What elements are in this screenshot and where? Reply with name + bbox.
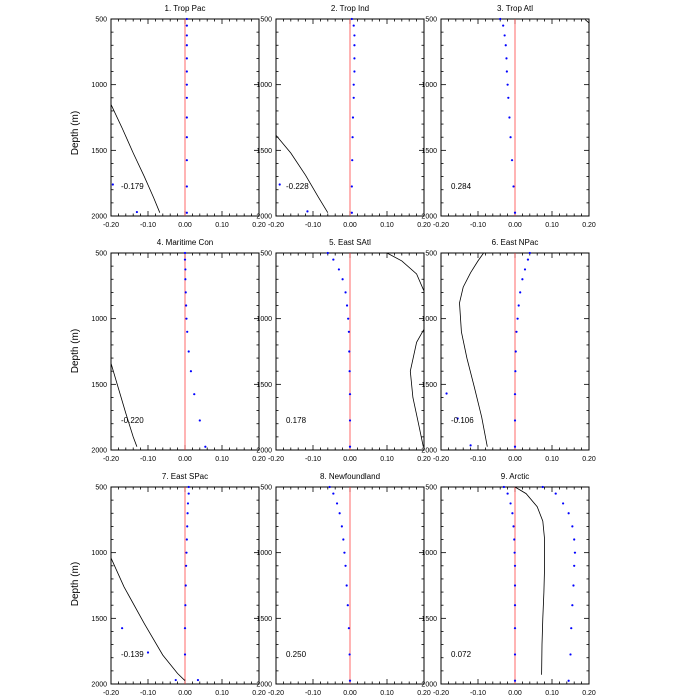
data-point (573, 538, 575, 540)
data-point (507, 84, 509, 86)
x-tick-label: 0.00 (508, 456, 522, 463)
data-point (348, 627, 350, 629)
data-point (512, 525, 514, 527)
y-tick-label: 500 (425, 16, 437, 24)
data-point (332, 492, 334, 494)
y-tick-label: 1000 (256, 82, 272, 90)
data-point (136, 211, 138, 213)
data-point (186, 136, 188, 138)
data-point (186, 212, 188, 214)
data-point (516, 318, 518, 320)
data-point (186, 70, 188, 72)
data-point (184, 268, 186, 270)
x-tick-label: 0.10 (380, 222, 394, 229)
data-point (351, 185, 353, 187)
data-point (184, 278, 186, 280)
x-tick-label: 0.00 (508, 690, 522, 697)
panel-annotation: 0.250 (286, 650, 307, 659)
data-point (570, 627, 572, 629)
data-point (514, 370, 516, 372)
data-point (514, 552, 516, 554)
y-axis-label-row-1: Depth (m) (70, 110, 81, 156)
data-point (519, 291, 521, 293)
data-point (348, 331, 350, 333)
data-point (186, 331, 188, 333)
x-tick-label: -0.20 (103, 690, 119, 697)
data-point (514, 653, 516, 655)
x-tick-label: 0.20 (417, 222, 431, 229)
x-tick-label: -0.10 (305, 456, 321, 463)
y-tick-label: 500 (95, 484, 107, 492)
data-point (186, 34, 188, 36)
x-tick-label: 0.00 (508, 222, 522, 229)
x-tick-label: 0.20 (582, 690, 596, 697)
data-point (343, 552, 345, 554)
panel-annotation: -0.228 (286, 182, 309, 191)
data-point (327, 252, 329, 254)
profile-curve (276, 135, 328, 213)
panel-title: 5. East SAtl (329, 238, 371, 247)
data-point (351, 159, 353, 161)
x-tick-label: -0.20 (268, 690, 284, 697)
data-point (524, 268, 526, 270)
y-tick-label: 2000 (256, 213, 272, 221)
data-point (186, 97, 188, 99)
x-tick-label: -0.10 (305, 690, 321, 697)
data-point (186, 525, 188, 527)
x-tick-label: -0.10 (305, 222, 321, 229)
data-point (515, 331, 517, 333)
data-point (542, 486, 544, 488)
panel-9 (421, 472, 595, 697)
data-point (514, 212, 516, 214)
y-axis-label-row-2: Depth (m) (70, 328, 81, 374)
data-point (347, 604, 349, 606)
panel-annotation: 0.178 (286, 416, 307, 425)
data-point (186, 185, 188, 187)
data-point (339, 512, 341, 514)
panel-annotation: -0.179 (121, 182, 144, 191)
profile-curve (111, 558, 185, 681)
x-tick-label: -0.20 (268, 222, 284, 229)
data-point (332, 258, 334, 260)
x-tick-label: -0.10 (470, 456, 486, 463)
data-point (186, 44, 188, 46)
data-point (518, 304, 520, 306)
data-point (514, 584, 516, 586)
y-tick-label: 500 (260, 250, 272, 258)
data-point (514, 680, 516, 682)
data-point (346, 584, 348, 586)
data-point (186, 18, 188, 20)
panel-title: 7. East SPac (161, 472, 209, 481)
x-tick-label: -0.10 (140, 222, 156, 229)
data-point (351, 136, 353, 138)
panel-3 (421, 4, 595, 229)
data-point (186, 538, 188, 540)
data-point (197, 679, 199, 681)
y-tick-label: 1000 (256, 550, 272, 558)
data-point (338, 268, 340, 270)
x-tick-label: -0.20 (103, 456, 119, 463)
y-tick-label: 1000 (91, 82, 107, 90)
data-point (341, 525, 343, 527)
x-tick-label: 0.20 (582, 222, 596, 229)
y-tick-label: 1000 (91, 550, 107, 558)
data-point (470, 444, 472, 446)
data-point (505, 44, 507, 46)
y-tick-label: 1500 (91, 615, 107, 623)
y-tick-label: 2000 (91, 681, 107, 689)
data-point (186, 57, 188, 59)
data-point (573, 565, 575, 567)
y-tick-label: 1000 (91, 316, 107, 324)
x-tick-label: 0.10 (215, 456, 229, 463)
y-tick-label: 2000 (256, 447, 272, 455)
y-tick-label: 1000 (256, 316, 272, 324)
data-point (185, 565, 187, 567)
panel-title: 4. Maritime Con (156, 238, 214, 247)
data-point (529, 252, 531, 254)
data-point (572, 584, 574, 586)
data-point (346, 304, 348, 306)
data-point (175, 679, 177, 681)
panel-title: 9. Arctic (500, 472, 530, 481)
y-tick-label: 1000 (421, 316, 437, 324)
x-tick-label: -0.20 (433, 690, 449, 697)
x-tick-label: 0.20 (582, 456, 596, 463)
data-point (513, 538, 515, 540)
panel-annotation: -0.106 (451, 416, 474, 425)
data-point (342, 278, 344, 280)
y-tick-label: 2000 (421, 447, 437, 455)
data-point (503, 486, 505, 488)
data-point (184, 604, 186, 606)
data-point (342, 538, 344, 540)
x-tick-label: -0.20 (433, 456, 449, 463)
x-tick-label: 0.20 (252, 690, 266, 697)
data-point (515, 350, 517, 352)
y-tick-label: 500 (95, 250, 107, 258)
data-point (199, 419, 201, 421)
data-point (329, 486, 331, 488)
x-tick-label: 0.10 (545, 690, 559, 697)
data-point (569, 653, 571, 655)
y-tick-label: 2000 (421, 681, 437, 689)
data-point (344, 291, 346, 293)
data-point (279, 183, 281, 185)
x-tick-label: 0.10 (380, 456, 394, 463)
x-tick-label: 0.10 (380, 690, 394, 697)
y-tick-label: 500 (260, 16, 272, 24)
y-tick-label: 2000 (91, 447, 107, 455)
data-point (353, 44, 355, 46)
data-point (184, 653, 186, 655)
data-point (190, 370, 192, 372)
x-tick-label: -0.20 (268, 456, 284, 463)
data-point (521, 278, 523, 280)
panel-title: 6. East NPac (491, 238, 539, 247)
profile-curve (111, 363, 137, 446)
data-point (185, 291, 187, 293)
data-point (188, 350, 190, 352)
x-tick-label: 0.00 (178, 456, 192, 463)
data-point (353, 84, 355, 86)
data-point (185, 318, 187, 320)
data-point (512, 185, 514, 187)
panel-title: 2. Trop Ind (330, 4, 370, 13)
data-point (568, 512, 570, 514)
y-tick-label: 1500 (421, 615, 437, 623)
panel-5 (256, 238, 430, 463)
data-point (188, 492, 190, 494)
y-tick-label: 1500 (256, 615, 272, 623)
y-axis-label-row-3: Depth (m) (70, 561, 81, 607)
profile-curve (111, 104, 160, 212)
x-tick-label: 0.10 (215, 222, 229, 229)
panel-title: 1. Trop Pac (164, 4, 206, 13)
panel-7 (91, 472, 265, 697)
data-point (186, 159, 188, 161)
data-point (186, 84, 188, 86)
x-tick-label: 0.00 (343, 456, 357, 463)
x-tick-label: 0.00 (178, 222, 192, 229)
data-point (147, 651, 149, 653)
panel-annotation: 0.072 (451, 650, 472, 659)
data-point (351, 212, 353, 214)
x-tick-label: -0.20 (433, 222, 449, 229)
x-tick-label: 0.10 (215, 690, 229, 697)
panel-2 (256, 4, 430, 229)
data-point (112, 183, 114, 185)
data-point (514, 419, 516, 421)
x-tick-label: 0.10 (545, 222, 559, 229)
panel-6 (421, 238, 595, 463)
profile-curve (515, 487, 545, 675)
x-tick-label: 0.00 (343, 222, 357, 229)
panel-4 (91, 238, 265, 463)
x-tick-label: 0.20 (417, 456, 431, 463)
data-point (352, 116, 354, 118)
data-point (349, 370, 351, 372)
x-tick-label: 0.10 (545, 456, 559, 463)
data-point (349, 419, 351, 421)
data-point (193, 393, 195, 395)
data-point (349, 680, 351, 682)
panel-title: 3. Trop Atl (496, 4, 534, 13)
data-point (527, 258, 529, 260)
data-point (555, 492, 557, 494)
data-point (353, 70, 355, 72)
data-point (511, 159, 513, 161)
x-tick-label: 0.20 (252, 222, 266, 229)
panel-annotation: -0.220 (121, 416, 144, 425)
y-tick-label: 1000 (421, 550, 437, 558)
data-point (445, 392, 447, 394)
panel-title: 8. Newfoundland (319, 472, 381, 481)
data-point (349, 653, 351, 655)
y-tick-label: 500 (425, 484, 437, 492)
data-point (185, 584, 187, 586)
data-point (499, 18, 501, 20)
profile-curve (387, 253, 424, 447)
data-point (353, 34, 355, 36)
y-tick-label: 1000 (421, 82, 437, 90)
data-point (121, 627, 123, 629)
data-point (336, 502, 338, 504)
y-tick-label: 500 (95, 16, 107, 24)
data-point (514, 393, 516, 395)
data-point (184, 627, 186, 629)
data-point (562, 502, 564, 504)
data-point (349, 393, 351, 395)
data-point (184, 258, 186, 260)
data-point (514, 604, 516, 606)
data-point (568, 680, 570, 682)
data-point (571, 604, 573, 606)
data-point (505, 57, 507, 59)
data-point (571, 525, 573, 527)
data-point (186, 24, 188, 26)
y-tick-label: 1500 (421, 147, 437, 155)
data-point (204, 446, 206, 448)
data-point (347, 318, 349, 320)
x-tick-label: -0.10 (140, 690, 156, 697)
x-tick-label: 0.20 (417, 690, 431, 697)
y-tick-label: 500 (260, 484, 272, 492)
data-point (514, 565, 516, 567)
panel-8 (256, 472, 430, 697)
data-point (188, 486, 190, 488)
y-tick-label: 500 (425, 250, 437, 258)
profile-curve (585, 20, 589, 23)
data-point (353, 97, 355, 99)
data-point (344, 565, 346, 567)
data-point (509, 502, 511, 504)
data-point (514, 446, 516, 448)
data-point (184, 252, 186, 254)
panel-annotation: -0.139 (121, 650, 144, 659)
x-tick-label: 0.00 (178, 690, 192, 697)
data-point (506, 70, 508, 72)
data-point (187, 502, 189, 504)
data-point (514, 627, 516, 629)
x-tick-label: -0.10 (140, 456, 156, 463)
data-point (509, 136, 511, 138)
data-point (186, 116, 188, 118)
data-point (511, 512, 513, 514)
data-point (574, 552, 576, 554)
data-point (504, 34, 506, 36)
x-tick-label: -0.20 (103, 222, 119, 229)
data-point (306, 210, 308, 212)
data-point (507, 492, 509, 494)
data-point (353, 57, 355, 59)
panel-annotation: 0.284 (451, 182, 472, 191)
y-tick-label: 1500 (421, 381, 437, 389)
data-point (353, 24, 355, 26)
data-point (502, 24, 504, 26)
panel-1 (91, 4, 265, 229)
y-tick-label: 2000 (91, 213, 107, 221)
data-point (348, 350, 350, 352)
y-tick-label: 1500 (91, 147, 107, 155)
y-tick-label: 1500 (91, 381, 107, 389)
data-point (349, 446, 351, 448)
y-tick-label: 2000 (256, 681, 272, 689)
y-tick-label: 1500 (256, 147, 272, 155)
x-tick-label: -0.10 (470, 690, 486, 697)
y-tick-label: 1500 (256, 381, 272, 389)
data-point (185, 552, 187, 554)
data-point (186, 512, 188, 514)
data-point (351, 18, 353, 20)
data-point (507, 97, 509, 99)
data-point (508, 116, 510, 118)
x-tick-label: -0.10 (470, 222, 486, 229)
y-tick-label: 2000 (421, 213, 437, 221)
x-tick-label: 0.00 (343, 690, 357, 697)
data-point (185, 304, 187, 306)
x-tick-label: 0.20 (252, 456, 266, 463)
